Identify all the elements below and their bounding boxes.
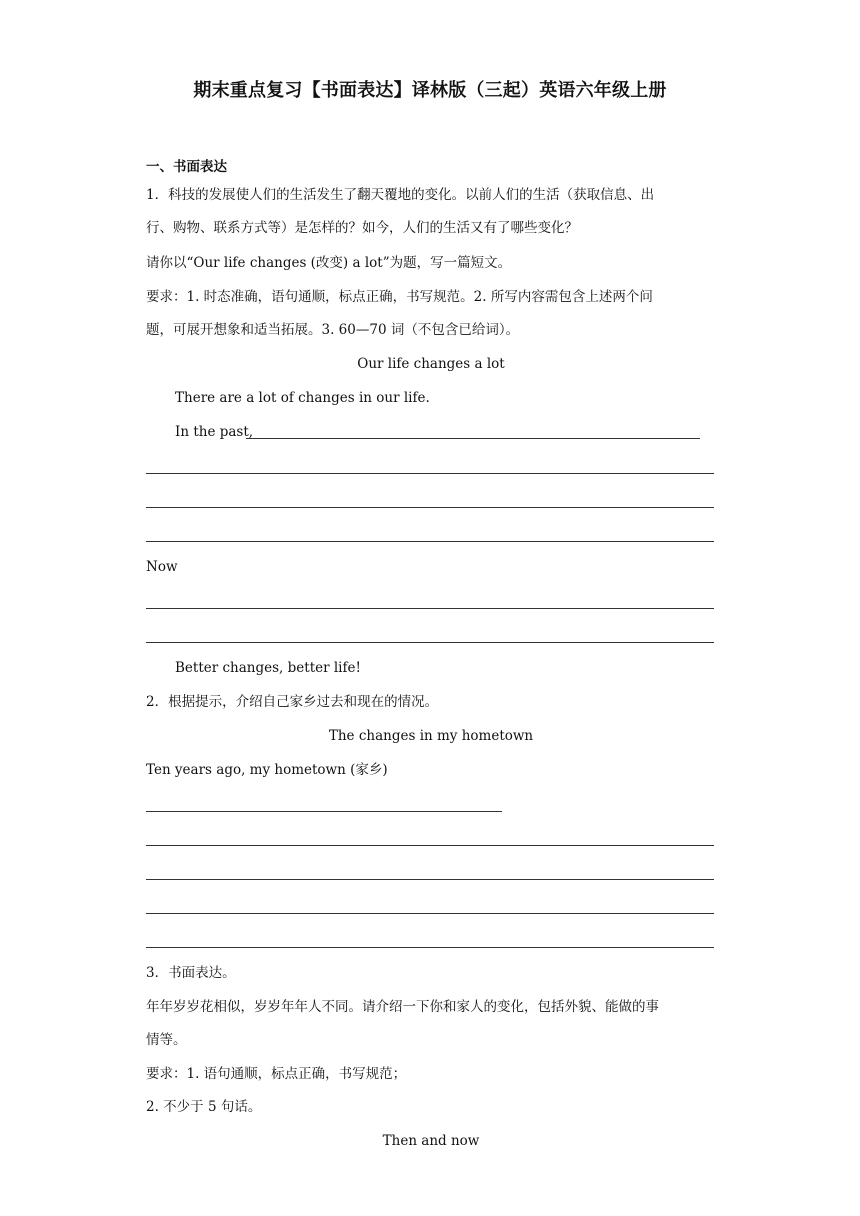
q3-instruction-line-2: 年年岁岁花相似，岁岁年年人不同。请介绍一下你和家人的变化，包括外貌、能做的事 xyxy=(146,999,659,1015)
q2-instruction-line-1: 2．根据提示，介绍自己家乡过去和现在的情况。 xyxy=(146,694,439,710)
page-title: 期末重点复习【书面表达】译林版（三起）英语六年级上册 xyxy=(193,80,667,101)
q2-answer-line[interactable] xyxy=(146,913,714,914)
q1-requirement-line-1: 要求：1. 时态准确，语句通顺，标点正确，书写规范。2. 所写内容需包含上述两个问 xyxy=(146,289,653,305)
q2-answer-line[interactable] xyxy=(146,845,714,846)
q1-answer-line[interactable] xyxy=(146,642,714,643)
q2-answer-line[interactable] xyxy=(146,811,502,812)
q1-past-prompt: In the past, xyxy=(175,424,254,440)
section-heading: 一、书面表达 xyxy=(146,159,227,175)
q1-past-answer-line[interactable] xyxy=(246,438,700,439)
q1-answer-line[interactable] xyxy=(146,541,714,542)
q1-instruction-line-2: 行、购物、联系方式等）是怎样的？如今，人们的生活又有了哪些变化？ xyxy=(146,220,578,236)
q1-answer-line[interactable] xyxy=(146,608,714,609)
q1-now-prompt: Now xyxy=(146,559,178,575)
q3-instruction-line-3: 情等。 xyxy=(146,1032,187,1048)
q1-answer-line[interactable] xyxy=(146,473,714,474)
q1-requirement-line-2: 题，可展开想象和适当拓展。3. 60—70 词（不包含已给词）。 xyxy=(146,322,520,338)
q3-requirement-line-1: 要求：1. 语句通顺，标点正确，书写规范； xyxy=(146,1066,407,1082)
q2-prompt: Ten years ago, my hometown (家乡) xyxy=(146,762,388,778)
q2-answer-line[interactable] xyxy=(146,947,714,948)
q1-instruction-line-1: 1．科技的发展使人们的生活发生了翻天覆地的变化。以前人们的生活（获取信息、出 xyxy=(146,187,655,203)
q1-essay-title: Our life changes a lot xyxy=(357,356,505,372)
q1-answer-line[interactable] xyxy=(146,507,714,508)
q1-instruction-line-3: 请你以“Our life changes (改变) a lot”为题，写一篇短文。 xyxy=(146,255,512,271)
q3-essay-title: Then and now xyxy=(382,1133,480,1149)
q3-requirement-line-2: 2. 不少于 5 句话。 xyxy=(146,1099,262,1115)
q3-instruction-line-1: 3．书面表达。 xyxy=(146,965,236,981)
q2-answer-line[interactable] xyxy=(146,879,714,880)
q2-essay-title: The changes in my hometown xyxy=(328,728,534,744)
q1-opening-sentence: There are a lot of changes in our life. xyxy=(175,390,430,406)
q1-closing-sentence: Better changes, better life! xyxy=(175,660,361,676)
